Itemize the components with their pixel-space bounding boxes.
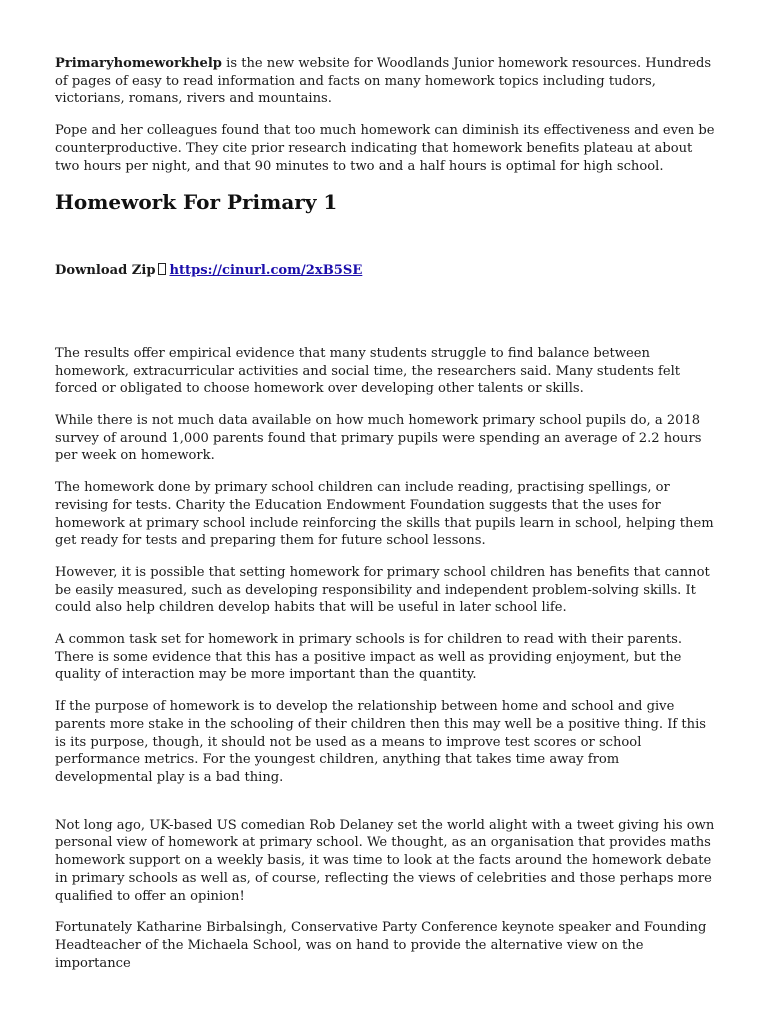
document-page [55,55,717,986]
site-name: Primaryhomeworkhelp [55,56,222,71]
intro-paragraph [55,55,717,108]
body-paragraph: The homework done by primary school children can include reading, practising spellings, or revising for tests. Charity the Education Endowment Foundation suggests that the uses for homework at primary school include reinforcing the skills that pupils learn in school, helping them get ready for tests and preparing them for future school lessons. [55,480,714,549]
download-label: Download Zip [55,263,156,279]
body-paragraph: The results offer empirical evidence that many students struggle to find balance between homework, extracurricular activities and social time, the researchers said. Many students felt forced or obligated to choose homework over developing other talents or skills. [55,345,681,397]
page-title: Homework For Primary 1 [55,190,338,215]
body-paragraph: A common task set for homework in primary schools is for children to read with their parents. There is some evidence that this has a positive impact as well as providing enjoyment, but the quality of interaction may be more important than the quantity. [55,632,683,683]
body-paragraph: However, it is possible that setting homework for primary school children has benefits that cannot be easily measured, such as developing responsibility and independent problem-solving skills. It could also help children develop habits that will be useful in later school life. [55,564,710,616]
download-link[interactable]: https://cinurl.com/2xB5SE [169,263,363,279]
body-paragraph: If the purpose of homework is to develop the relationship between home and school and give parents more stake in the schooling of their children then this may well be a positive thing. If this is its purpose, though, it should not be used as a means to improve test scores or school performance metrics. For the youngest children, anything that takes time away from developmental play is a bad thing. [55,699,707,785]
body-paragraph: While there is not much data available on how much homework primary school pupils do, a 2018 survey of around 1,000 parents found that primary pupils were spending an average of 2.2 hours per week on homework. [55,413,702,464]
missing-glyph-icon [158,263,166,275]
body-paragraph: Fortunately Katharine Birbalsingh, Conservative Party Conference keynote speaker and Founding Headteacher of the Michaela School, was on hand to provide the alternative view on the importance [55,920,707,971]
download-line [55,262,717,280]
intro-text: is the new website for Woodlands Junior homework resources. Hundreds of pages of easy to read information and facts on many homework topics including tudors, victorians, romans, rivers and mountains. [55,56,712,107]
pope-paragraph: Pope and her colleagues found that too much homework can diminish its effectiveness and even be counterproductive. They cite prior research indicating that homework benefits plateau at about two hours per night, and that 90 minutes to two and a half hours is optimal for high school. [55,123,715,174]
body-paragraph: Not long ago, UK-based US comedian Rob Delaney set the world alight with a tweet giving his own personal view of homework at primary school. We thought, as an organisation that provides maths homework support on a weekly basis, it was time to look at the facts around the homework debate in primary schools as well as, of course, reflecting the views of celebrities and those perhaps more qualified to offer an opinion! [55,817,715,904]
